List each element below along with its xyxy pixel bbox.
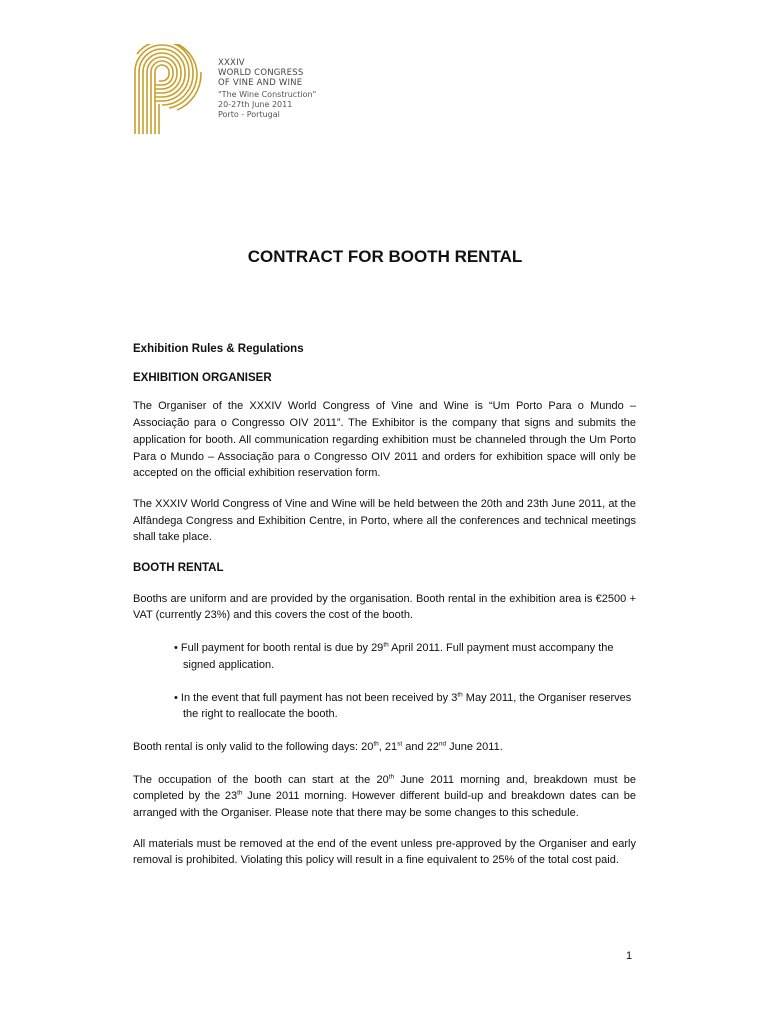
logo-name-line1: WORLD CONGRESS (218, 68, 304, 78)
logo-name-line2: OF VINE AND WINE (218, 78, 303, 88)
occupation-paragraph: The occupation of the booth can start at the 20th June 2011 morning and, breakdown must be completed by the 23th June 2011 morning. However different build-up and breakdown dates can be arranged with the Organiser. Please note that there may be some changes to this schedule. (133, 773, 636, 820)
congress-logo-mark (133, 44, 215, 136)
organiser-paragraph-1: The Organiser of the XXXIV World Congress of Vine and Wine is “Um Porto Para o Mundo – Associação para o Congresso OIV 2011”. The Exhibitor is the company that signs and submits the application for booth. All communication regarding exhibition must be channeled through the Um Porto Para o Mundo – Associação para o Congresso OIV 2011 and orders for exhibition space will only be accepted on the official exhibition reservation form. (133, 400, 636, 480)
document-title: CONTRACT FOR BOOTH RENTAL (247, 247, 523, 266)
logo-edition: XXXIV (218, 58, 245, 68)
section-title: Exhibition Rules & Regulations (133, 343, 304, 355)
booth-heading: BOOTH RENTAL (133, 562, 224, 575)
logo-tagline: "The Wine Construction" (218, 90, 317, 99)
document-body (133, 341, 636, 869)
booth-paragraph-1: Booths are uniform and are provided by the organisation. Booth rental in the exhibition area is €2500 + VAT (currently 23%) and this covers the cost of the booth. (133, 592, 636, 622)
logo-location: Porto - Portugal (218, 110, 280, 119)
payment-bullet-2: • In the event that full payment has not been received by 3th May 2011, the Organiser reserves the right to reallocate the booth. (174, 690, 632, 721)
valid-days-paragraph: Booth rental is only valid to the following days: 20th, 21st and 22nd June 2011. (133, 740, 503, 753)
congress-logo-text (218, 58, 316, 120)
organiser-paragraph-2: The XXXIV World Congress of Vine and Wine will be held between the 20th and 23th June 2011, at the Alfândega Congress and Exhibition Centre, in Porto, where all the conferences and technical meetings shall take place. (133, 497, 636, 544)
page-number: 1 (626, 950, 633, 962)
organiser-heading: EXHIBITION ORGANISER (133, 371, 272, 384)
logo-dates: 20-27th June 2011 (218, 100, 293, 109)
payment-bullet-1: • Full payment for booth rental is due by 29th April 2011. Full payment must accompany the signed application. (174, 641, 614, 671)
removal-paragraph: All materials must be removed at the end of the event unless pre-approved by the Organiser and early removal is prohibited. Violating this policy will result in a fine equivalent to 25% of the total cost paid. (133, 837, 636, 867)
